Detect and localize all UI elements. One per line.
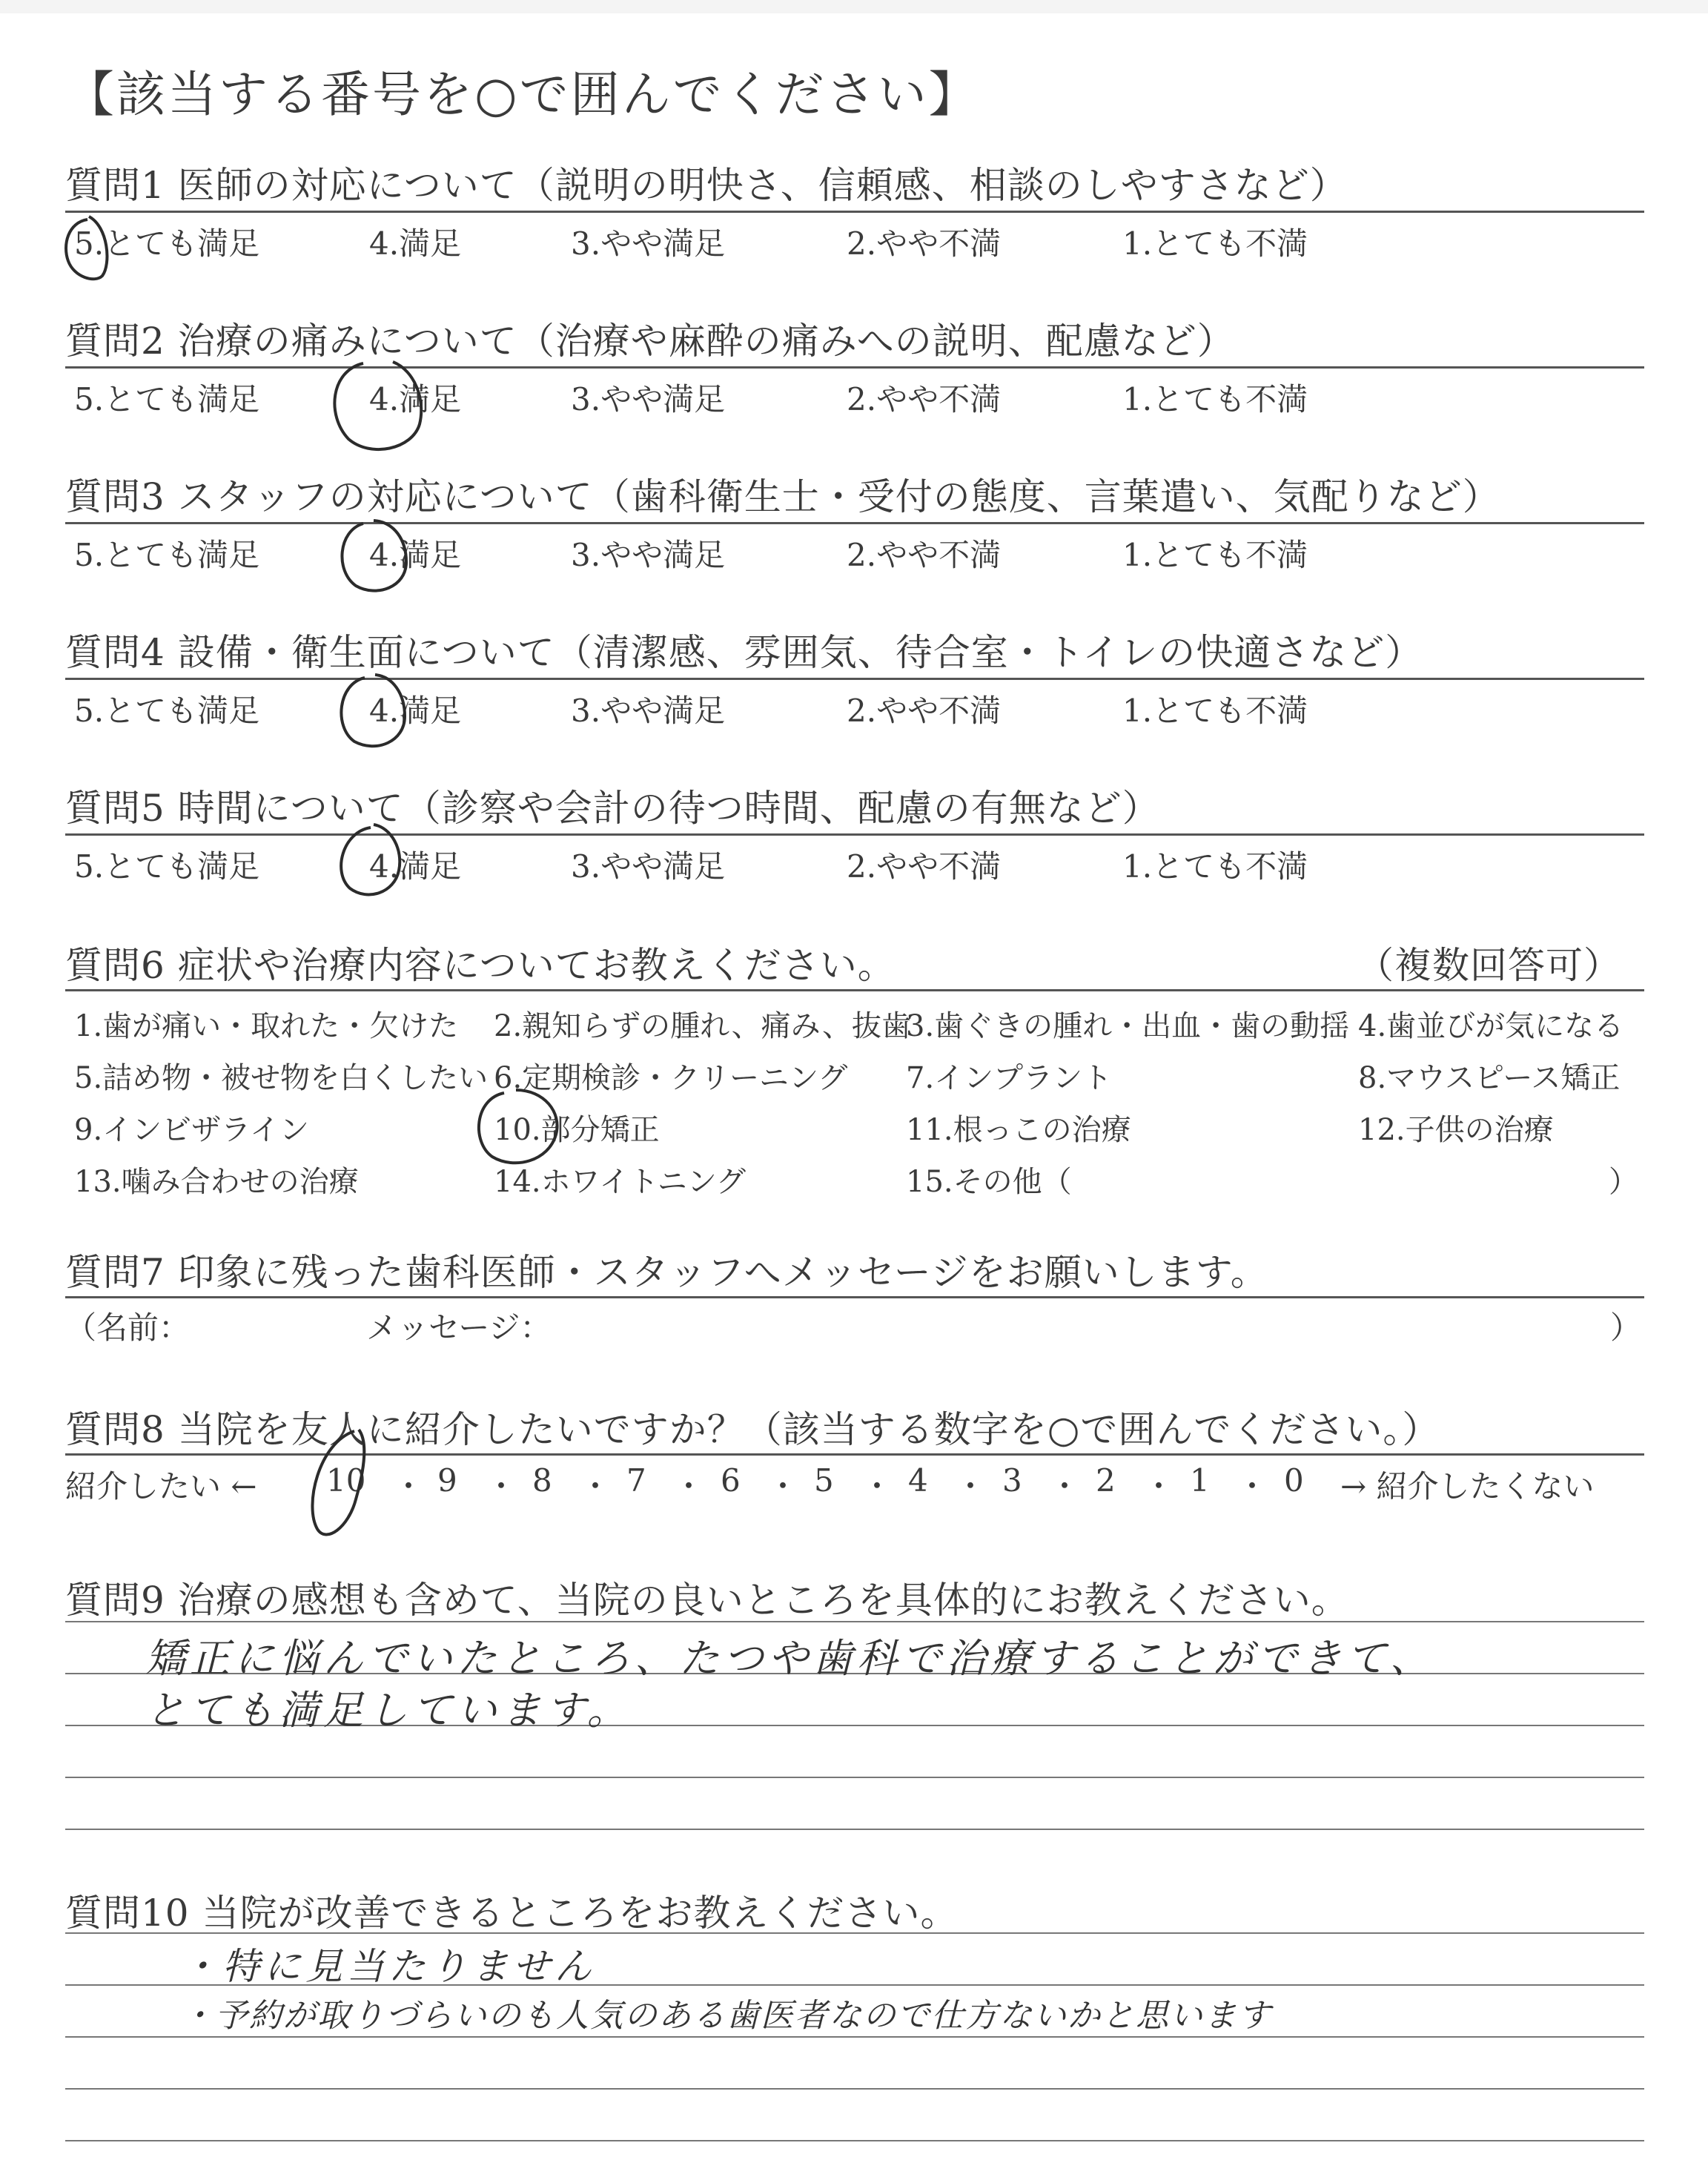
q4-option-1[interactable]: 1.とても不満 — [1122, 693, 1308, 729]
q7-name-label: （名前： — [65, 1309, 191, 1346]
q8-dot: ・ — [580, 1468, 612, 1505]
q5-title: 質問5 時間について（診察や会計の待つ時間、配慮の有無など） — [65, 787, 1160, 830]
q6-option-7[interactable]: 7.インプラント — [906, 1061, 1113, 1095]
q8-scale-2[interactable]: 2 — [1096, 1462, 1116, 1499]
q6-option-3[interactable]: 3.歯ぐきの腫れ・出血・歯の動揺 — [906, 1009, 1350, 1043]
q3-option-1[interactable]: 1.とても不満 — [1122, 537, 1308, 573]
q6-option-9[interactable]: 9.インビザライン — [74, 1113, 309, 1147]
q9-line-4 — [65, 1777, 1644, 1778]
q8-dot: ・ — [486, 1468, 517, 1505]
q8-scale-9[interactable]: 9 — [437, 1462, 457, 1499]
q3-title: 質問3 スタッフの対応について（歯科衛生士・受付の態度、言葉遣い、気配りなど） — [65, 475, 1500, 518]
q10-line-5 — [65, 2140, 1644, 2141]
q6-option-11[interactable]: 11.根っこの治療 — [906, 1113, 1131, 1147]
q7-close: ） — [1610, 1309, 1642, 1346]
q8-dot: ・ — [1237, 1468, 1268, 1505]
q2-option-1[interactable]: 1.とても不満 — [1122, 381, 1308, 417]
q2-option-2[interactable]: 2.やや不満 — [847, 381, 1002, 417]
q7-message-label: メッセージ： — [366, 1309, 552, 1346]
q8-scale-4[interactable]: 4 — [908, 1462, 928, 1499]
q5-option-2[interactable]: 2.やや不満 — [847, 848, 1002, 885]
q7-title: 質問7 印象に残った歯科医師・スタッフへメッセージをお願いします。 — [65, 1251, 1268, 1294]
q2-option-3[interactable]: 3.やや満足 — [571, 381, 726, 417]
q6-option-6[interactable]: 6.定期検診・クリーニング — [494, 1061, 848, 1095]
q4-option-5[interactable]: 5.とても満足 — [74, 693, 260, 729]
q3-rule — [65, 522, 1644, 524]
q6-other-close: ） — [1609, 1165, 1638, 1199]
q8-dot: ・ — [1049, 1468, 1081, 1505]
q7-rule — [65, 1296, 1644, 1298]
q8-scale-8[interactable]: 8 — [532, 1462, 552, 1499]
q6-option-8[interactable]: 8.マウスピース矯正 — [1358, 1061, 1621, 1095]
q10-line-1 — [65, 1932, 1644, 1934]
q9-title: 質問9 治療の感想も含めて、当院の良いところを具体的にお教えください。 — [65, 1579, 1349, 1622]
q8-dot: ・ — [955, 1468, 987, 1505]
q8-scale-0[interactable]: 0 — [1284, 1462, 1304, 1499]
q1-title: 質問1 医師の対応について（説明の明快さ、信頼感、相談のしやすさなど） — [65, 164, 1348, 207]
q10-title: 質問10 当院が改善できるところをお教えください。 — [65, 1892, 959, 1935]
q4-option-2[interactable]: 2.やや不満 — [847, 693, 1002, 729]
q1-rule — [65, 211, 1644, 213]
q6-option-4[interactable]: 4.歯並びが気になる — [1358, 1009, 1624, 1043]
q1-option-4[interactable]: 4.満足 — [369, 225, 462, 262]
q5-option-1[interactable]: 1.とても不満 — [1122, 848, 1308, 885]
q1-option-1[interactable]: 1.とても不満 — [1122, 225, 1308, 262]
q3-option-2[interactable]: 2.やや不満 — [847, 537, 1002, 573]
q2-option-5[interactable]: 5.とても満足 — [74, 381, 260, 417]
q4-option-3[interactable]: 3.やや満足 — [571, 693, 726, 729]
q6-option-1[interactable]: 1.歯が痛い・取れた・欠けた — [74, 1009, 459, 1043]
q6-option-12[interactable]: 12.子供の治療 — [1358, 1113, 1554, 1147]
q6-note: （複数回答可） — [1357, 944, 1621, 987]
q5-option-4[interactable]: 4.満足 — [369, 848, 462, 885]
q10-line-3 — [65, 2036, 1644, 2038]
q2-rule — [65, 366, 1644, 369]
q6-option-2[interactable]: 2.親知らずの腫れ、痛み、抜歯 — [494, 1009, 911, 1043]
q5-rule — [65, 833, 1644, 836]
q8-scale-10[interactable]: 10 — [326, 1462, 366, 1499]
q8-dot: ・ — [861, 1468, 893, 1505]
q8-left-label: 紹介したい ← — [65, 1468, 257, 1505]
q8-title: 質問8 当院を友人に紹介したいですか？（該当する数字を○で囲んでください。） — [65, 1408, 1440, 1451]
q1-option-2[interactable]: 2.やや不満 — [847, 225, 1002, 262]
q9-line-5 — [65, 1829, 1644, 1830]
q8-scale-6[interactable]: 6 — [721, 1462, 741, 1499]
q4-rule — [65, 678, 1644, 680]
q9-line-1 — [65, 1621, 1644, 1622]
q8-dot: ・ — [393, 1468, 425, 1505]
q8-scale-5[interactable]: 5 — [814, 1462, 834, 1499]
q9-answer-line-1[interactable]: 矯正に悩んでいたところ、たつや歯科で治療することができて、 — [145, 1635, 1434, 1682]
q8-dot: ・ — [673, 1468, 705, 1505]
q6-option-13[interactable]: 13.噛み合わせの治療 — [74, 1165, 359, 1199]
q1-option-5[interactable]: 5.とても満足 — [74, 225, 260, 262]
page-header: 【該当する番号を○で囲んでください】 — [65, 66, 980, 123]
q6-option-5[interactable]: 5.詰め物・被せ物を白くしたい — [74, 1061, 489, 1095]
q8-dot: ・ — [767, 1468, 799, 1505]
q3-option-4[interactable]: 4.満足 — [369, 537, 462, 573]
q6-option-10[interactable]: 10.部分矯正 — [494, 1113, 660, 1147]
q3-option-5[interactable]: 5.とても満足 — [74, 537, 260, 573]
q8-right-label: → 紹介したくない — [1340, 1468, 1595, 1505]
q8-rule — [65, 1453, 1644, 1456]
scan-top-edge — [0, 0, 1708, 13]
q8-scale-3[interactable]: 3 — [1002, 1462, 1022, 1499]
q10-answer-line-2[interactable]: ・予約が取りづらいのも人気のある歯医者なので仕方ないかと思います — [181, 1997, 1272, 2035]
q2-title: 質問2 治療の痛みについて（治療や麻酔の痛みへの説明、配慮など） — [65, 320, 1235, 363]
q8-dot: ・ — [1143, 1468, 1175, 1505]
q5-option-5[interactable]: 5.とても満足 — [74, 848, 260, 885]
q6-option-14[interactable]: 14.ホワイトニング — [494, 1165, 747, 1199]
q10-line-4 — [65, 2088, 1644, 2090]
q2-option-4[interactable]: 4.満足 — [369, 381, 462, 417]
q6-option-15[interactable]: 15.その他（ — [906, 1165, 1072, 1199]
q9-answer-line-2[interactable]: とても満足しています。 — [145, 1687, 632, 1734]
q4-option-4[interactable]: 4.満足 — [369, 693, 462, 729]
q6-title: 質問6 症状や治療内容についてお教えください。 — [65, 944, 896, 987]
q8-scale-1[interactable]: 1 — [1190, 1462, 1210, 1499]
q3-option-3[interactable]: 3.やや満足 — [571, 537, 726, 573]
q6-rule — [65, 989, 1644, 991]
q10-answer-line-1[interactable]: ・特に見当たりません — [181, 1945, 596, 1988]
q8-scale-7[interactable]: 7 — [626, 1462, 646, 1499]
q1-option-3[interactable]: 3.やや満足 — [571, 225, 726, 262]
q5-option-3[interactable]: 3.やや満足 — [571, 848, 726, 885]
q4-title: 質問4 設備・衛生面について（清潔感、雰囲気、待合室・トイレの快適さなど） — [65, 631, 1423, 674]
